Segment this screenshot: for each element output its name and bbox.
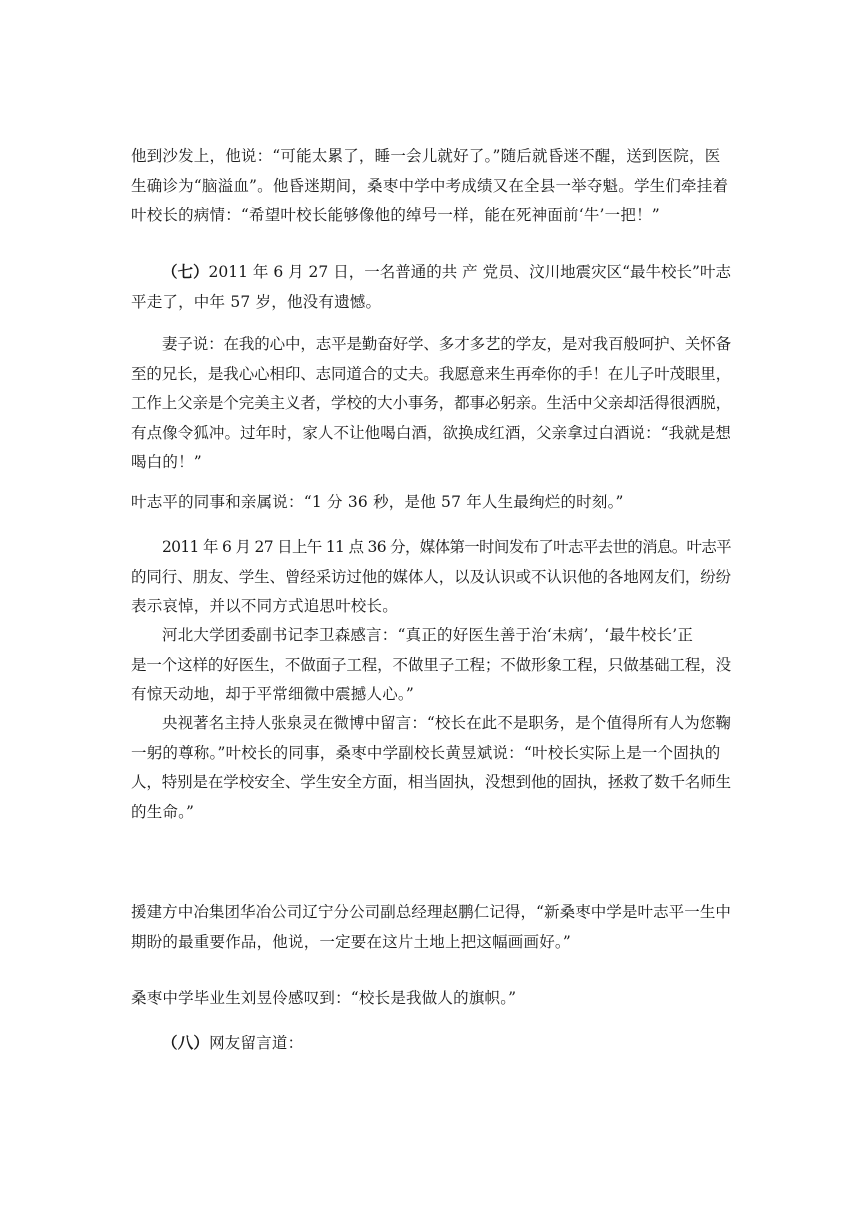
text-line	[131, 257, 731, 288]
text-line: 援建方中冶集团华冶公司辽宁分公司副总经理赵鹏仁记得，“新桑枣中学是叶志平一生中	[131, 903, 731, 921]
paragraph-wife	[131, 330, 731, 478]
text-run: 网友留言道：	[209, 1034, 304, 1052]
text-line: 至的兄长，是我心心相印、志同道合的丈夫。我愿意来生再牵你的手！在儿子叶茂眼里，	[131, 364, 731, 383]
text-line: 人，特别是在学校安全、学生安全方面，相当固执，没想到他的固执，拯救了数千名师生	[131, 773, 731, 791]
paragraph-news	[131, 533, 731, 622]
paragraph-colleagues	[131, 488, 731, 518]
text-line: 叶校长的病情：“希望叶校长能够像他的绰号一样，能在死神面前‘牛’一把！”	[131, 206, 660, 224]
section-heading: （七）	[162, 262, 209, 281]
text-line: 妻子说：在我的心中，志平是勤奋好学、多才多艺的学友，是对我百般呵护、关怀备	[162, 335, 731, 353]
paragraph-section-8	[131, 1028, 731, 1059]
text-line: 有惊天动地，却于平常细微中震撼人心。”	[131, 685, 414, 703]
text-line: 期盼的最重要作品，他说，一定要在这片土地上把这幅画画好。”	[131, 932, 571, 951]
text-line: 生确诊为“脑溢血”。他昏迷期间，桑枣中学中考成绩又在全县一举夺魁。学生们牵挂着	[131, 176, 729, 195]
paragraph-coma	[131, 142, 731, 231]
text-line: 河北大学团委副书记李卫森感言：“真正的好医生善于治‘未病’，‘最牛校长’正	[162, 626, 694, 644]
text-line: 桑枣中学毕业生刘昱伶感叹到：“校长是我做人的旗帜。”	[131, 989, 517, 1007]
text-line: 他到沙发上，他说：“可能太累了，睡一会儿就好了。”随后就昏迷不醒，送到医院，医	[131, 147, 721, 165]
text-line: 是一个这样的好医生，不做面子工程，不做里子工程；不做形象工程，只做基础工程，没	[131, 655, 731, 674]
text-line: 有点像令狐冲。过年时，家人不让他喝白酒，欲换成红酒，父亲拿过白酒说：“我就是想	[131, 423, 731, 442]
paragraph-section-7	[131, 257, 731, 317]
text-line	[131, 1028, 731, 1059]
text-line: 2011 年 6 月 27 日上午 11 点 36 分，媒体第一时间发布了叶志平去世的消息。叶志平	[162, 538, 731, 556]
paragraph-cctv	[131, 709, 731, 827]
text-line: 平走了，中年 57 岁，他没有遗憾。	[131, 292, 382, 311]
text-line: 表示哀悼，并以不同方式追思叶校长。	[131, 597, 398, 615]
section-heading: （八）	[162, 1033, 210, 1052]
text-line: 喝白的！”	[131, 453, 202, 471]
text-line: 的生命。”	[131, 802, 195, 821]
text-line: 工作上父亲是个完美主义者，学校的大小事务，都事必躬亲。生活中父亲却活得很洒脱，	[131, 394, 731, 412]
text-line: 央视著名主持人张泉灵在微博中留言：“校长在此不是职务，是个值得所有人为您鞠	[162, 714, 731, 732]
text-line: 一躬的尊称。”叶校长的同事，桑枣中学副校长黄昱斌说：“叶校长实际上是一个固执的	[131, 743, 721, 762]
text-run: 2011 年 6 月 27 日，一名普通的共 产 党员、汶川地震灾区“最牛校长”叶志	[208, 263, 731, 281]
paragraph-graduate	[131, 984, 731, 1014]
paragraph-aid	[131, 898, 731, 957]
paragraph-hebei	[131, 621, 731, 710]
text-line: 叶志平的同事和亲属说：“1 分 36 秒，是他 57 年人生最绚烂的时刻。”	[131, 493, 624, 511]
text-line: 的同行、朋友、学生、曾经采访过他的媒体人，以及认识或不认识他的各地网友们，纷纷	[131, 567, 731, 586]
